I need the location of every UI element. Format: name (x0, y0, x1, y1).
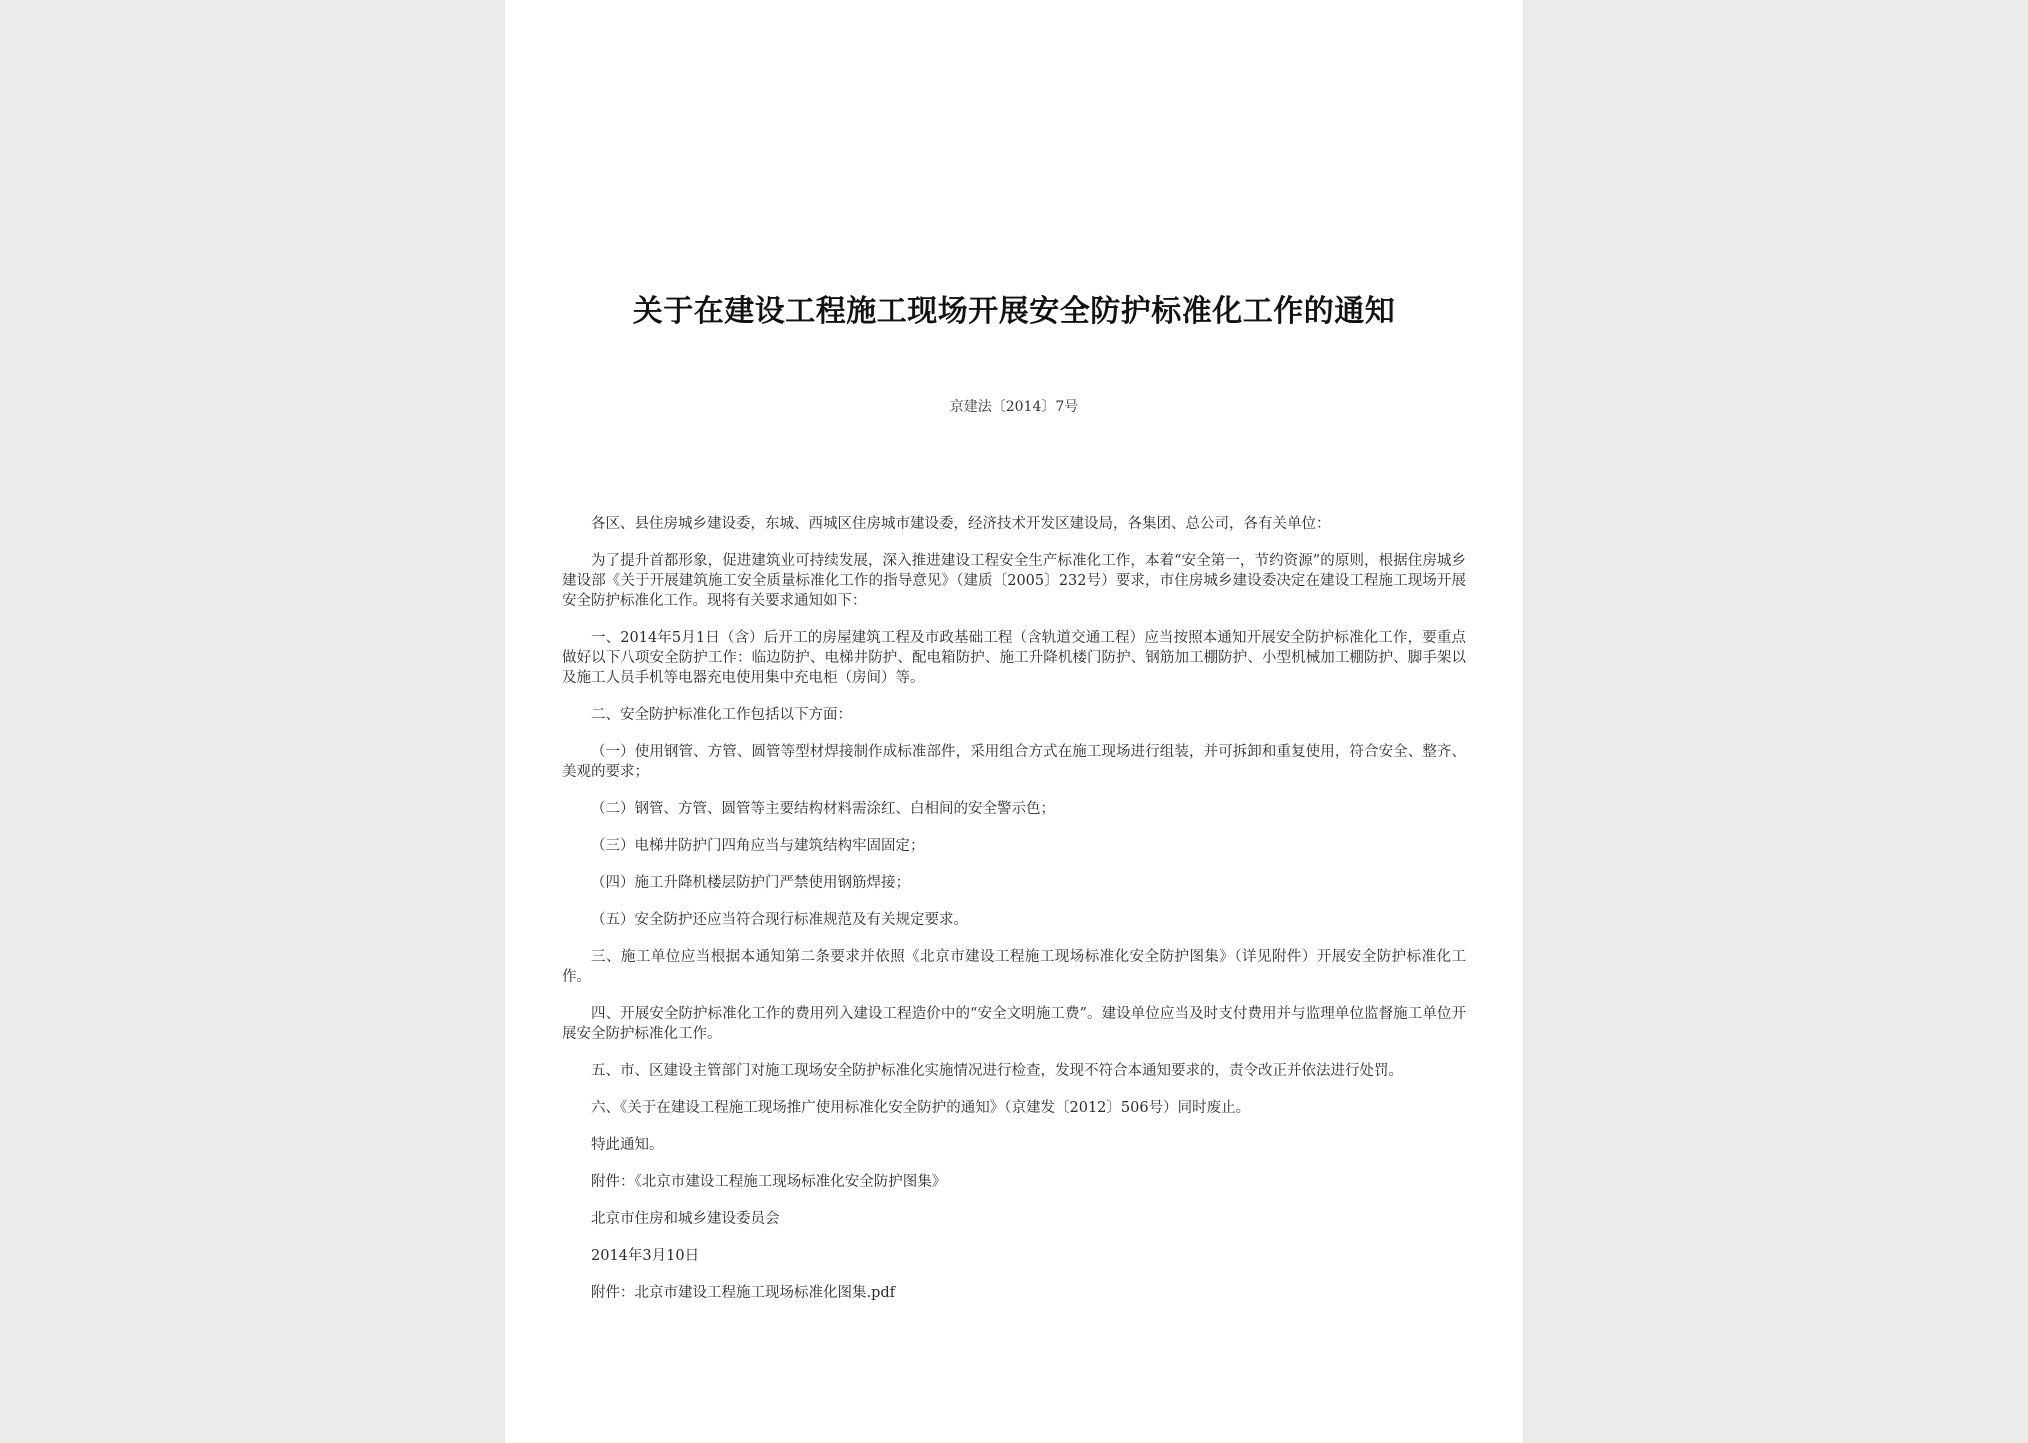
paragraph-date: 2014年3月10日 (591, 1248, 700, 1264)
paragraph-sub-2: （二）钢管、方管、圆管等主要结构材料需涂红、白相间的安全警示色； (591, 801, 1055, 817)
document-body (562, 514, 1466, 1320)
paragraph-closing: 特此通知。 (591, 1137, 664, 1153)
paragraph-item-3: 三、施工单位应当根据本通知第二条要求并依照《北京市建设工程施工现场标准化安全防护图集》（详见附件）开展安全防护标准化工作。 (562, 949, 1466, 985)
paragraph-item-4: 四、开展安全防护标准化工作的费用列入建设工程造价中的“安全文明施工费”。建设单位应当及时支付费用并与监理单位监督施工单位开展安全防护标准化工作。 (562, 1006, 1466, 1042)
paragraph-recipients: 各区、县住房城乡建设委，东城、西城区住房城市建设委，经济技术开发区建设局，各集团、总公司，各有关单位： (591, 516, 1331, 532)
document-number: 京建法〔2014〕7号 (949, 399, 1079, 415)
document-page (505, 0, 1523, 1443)
paragraph-item-1: 一、2014年5月1日（含）后开工的房屋建筑工程及市政基础工程（含轨道交通工程）应当按照本通知开展安全防护标准化工作，要重点做好以下八项安全防护工作：临边防护、电梯井防护、配电箱防护、施工升降机楼门防护、钢筋加工棚防护、小型机械加工棚防护、脚手架以及施工人员手机等电器充电使用集中充电柜（房间）等。 (562, 630, 1466, 686)
paragraph-attachment-file: 附件：北京市建设工程施工现场标准化图集.pdf (591, 1285, 896, 1301)
paragraph-sub-3: （三）电梯井防护门四角应当与建筑结构牢固固定； (591, 838, 925, 854)
paragraph-item-6: 六、《关于在建设工程施工现场推广使用标准化安全防护的通知》（京建发〔2012〕506号）同时废止。 (591, 1100, 1251, 1116)
paragraph-issuer: 北京市住房和城乡建设委员会 (591, 1211, 780, 1227)
paragraph-sub-5: （五）安全防护还应当符合现行标准规范及有关规定要求。 (591, 912, 968, 928)
paragraph-item-2: 二、安全防护标准化工作包括以下方面： (591, 707, 852, 723)
paragraph-intro: 为了提升首都形象，促进建筑业可持续发展，深入推进建设工程安全生产标准化工作，本着“安全第一，节约资源”的原则，根据住房城乡建设部《关于开展建筑施工安全质量标准化工作的指导意见》（建质〔2005〕232号）要求，市住房城乡建设委决定在建设工程施工现场开展安全防护标准化工作。现将有关要求通知如下： (562, 553, 1466, 609)
paragraph-sub-1: （一）使用钢管、方管、圆管等型材焊接制作成标准部件，采用组合方式在施工现场进行组装，并可拆卸和重复使用，符合安全、整齐、美观的要求； (562, 744, 1466, 780)
document-title: 关于在建设工程施工现场开展安全防护标准化工作的通知 (632, 294, 1396, 329)
paragraph-item-5: 五、市、区建设主管部门对施工现场安全防护标准化实施情况进行检查，发现不符合本通知要求的，责令改正并依法进行处罚。 (591, 1063, 1403, 1079)
paragraph-attachment: 附件：《北京市建设工程施工现场标准化安全防护图集》 (591, 1174, 947, 1190)
paragraph-sub-4: （四）施工升降机楼层防护门严禁使用钢筋焊接； (591, 875, 910, 891)
